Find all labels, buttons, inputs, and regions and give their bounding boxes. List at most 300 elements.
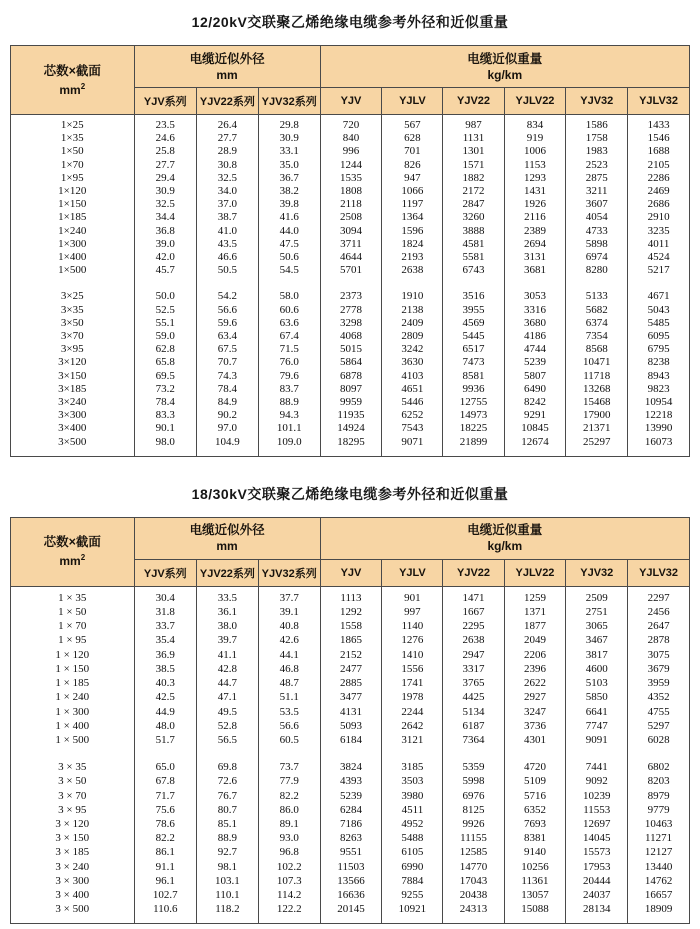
- value-cell: 50.5: [197, 264, 259, 277]
- value-cell: 4744: [504, 343, 566, 356]
- gap-cell: [382, 747, 443, 760]
- value-cell: 25.8: [134, 145, 196, 158]
- value-cell: 1431: [504, 185, 566, 198]
- gap-cell: [443, 747, 504, 760]
- cable-table-12-20kv: [10, 45, 690, 457]
- value-cell: 2409: [382, 317, 443, 330]
- value-cell: 6878: [320, 370, 382, 383]
- value-cell: 72.6: [197, 774, 259, 788]
- value-cell: 3075: [628, 648, 690, 662]
- value-cell: 13990: [628, 422, 690, 435]
- value-cell: 14770: [443, 860, 504, 874]
- spec-cell: 1 × 70: [11, 619, 135, 633]
- spec-cell: 3×120: [11, 356, 135, 369]
- value-cell: 2389: [504, 225, 566, 238]
- value-cell: 71.5: [258, 343, 320, 356]
- value-cell: 5581: [443, 251, 504, 264]
- table-row: [11, 648, 690, 662]
- value-cell: 52.5: [134, 304, 196, 317]
- value-cell: 88.9: [258, 396, 320, 409]
- value-cell: 59.6: [197, 317, 259, 330]
- value-cell: 6028: [628, 733, 690, 747]
- value-cell: 78.4: [197, 383, 259, 396]
- value-cell: 2297: [628, 586, 690, 605]
- value-cell: 93.0: [258, 831, 320, 845]
- value-cell: 6374: [566, 317, 628, 330]
- value-cell: 6252: [382, 409, 443, 422]
- value-cell: 4733: [566, 225, 628, 238]
- value-cell: 8263: [320, 831, 382, 845]
- value-cell: 12674: [504, 436, 566, 457]
- value-cell: 4720: [504, 760, 566, 774]
- value-cell: 2523: [566, 159, 628, 172]
- value-cell: 5446: [382, 396, 443, 409]
- value-cell: 12755: [443, 396, 504, 409]
- value-cell: 54.2: [197, 290, 259, 303]
- value-cell: 1667: [443, 605, 504, 619]
- value-cell: 8242: [504, 396, 566, 409]
- value-cell: 51.1: [258, 690, 320, 704]
- value-cell: 8979: [628, 789, 690, 803]
- value-cell: 1410: [382, 648, 443, 662]
- spec-cell: 1×150: [11, 198, 135, 211]
- value-cell: 3185: [382, 760, 443, 774]
- table-row: [11, 211, 690, 224]
- table-row: [11, 803, 690, 817]
- value-cell: 39.1: [258, 605, 320, 619]
- value-cell: 2847: [443, 198, 504, 211]
- value-cell: 5864: [320, 356, 382, 369]
- spec-cell: 3×25: [11, 290, 135, 303]
- col-group-weight: [320, 46, 689, 88]
- value-cell: 24313: [443, 902, 504, 924]
- value-cell: 1140: [382, 619, 443, 633]
- value-cell: 8280: [566, 264, 628, 277]
- value-cell: 9936: [443, 383, 504, 396]
- spec-cell: 3×150: [11, 370, 135, 383]
- table2-body: [11, 586, 690, 923]
- value-cell: 6974: [566, 251, 628, 264]
- table-row: [11, 831, 690, 845]
- value-cell: 18909: [628, 902, 690, 924]
- value-cell: 1131: [443, 132, 504, 145]
- value-cell: 4651: [382, 383, 443, 396]
- value-cell: 25297: [566, 436, 628, 457]
- value-cell: 701: [382, 145, 443, 158]
- value-cell: 4186: [504, 330, 566, 343]
- value-cell: 3736: [504, 719, 566, 733]
- table-row: [11, 676, 690, 690]
- value-cell: 47.5: [258, 238, 320, 251]
- value-cell: 2885: [320, 676, 382, 690]
- value-cell: 79.6: [258, 370, 320, 383]
- value-cell: 90.1: [134, 422, 196, 435]
- value-cell: 1153: [504, 159, 566, 172]
- value-cell: 2295: [443, 619, 504, 633]
- value-cell: 35.4: [134, 633, 196, 647]
- value-cell: 3298: [320, 317, 382, 330]
- value-cell: 14924: [320, 422, 382, 435]
- value-cell: 110.1: [197, 888, 259, 902]
- value-cell: 5716: [504, 789, 566, 803]
- spec-cell: 3 × 500: [11, 902, 135, 924]
- value-cell: 2373: [320, 290, 382, 303]
- gap-cell: [134, 747, 196, 760]
- value-cell: 5682: [566, 304, 628, 317]
- value-cell: 5133: [566, 290, 628, 303]
- value-cell: 7473: [443, 356, 504, 369]
- value-cell: 3467: [566, 633, 628, 647]
- value-cell: 35.0: [258, 159, 320, 172]
- value-cell: 83.3: [134, 409, 196, 422]
- value-cell: 1571: [443, 159, 504, 172]
- table-row: [11, 817, 690, 831]
- value-cell: 1259: [504, 586, 566, 605]
- value-cell: 98.0: [134, 436, 196, 457]
- value-cell: 6187: [443, 719, 504, 733]
- table-row: [11, 396, 690, 409]
- value-cell: 6490: [504, 383, 566, 396]
- value-cell: 6976: [443, 789, 504, 803]
- value-cell: 1926: [504, 198, 566, 211]
- table-row: [11, 290, 690, 303]
- value-cell: 46.6: [197, 251, 259, 264]
- spec-cell: 3×400: [11, 422, 135, 435]
- value-cell: 1983: [566, 145, 628, 158]
- value-cell: 82.2: [134, 831, 196, 845]
- value-cell: 67.8: [134, 774, 196, 788]
- value-cell: 33.7: [134, 619, 196, 633]
- value-cell: 1371: [504, 605, 566, 619]
- value-cell: 3065: [566, 619, 628, 633]
- value-cell: 38.5: [134, 662, 196, 676]
- value-cell: 996: [320, 145, 382, 158]
- spec-cell: 3 × 70: [11, 789, 135, 803]
- value-cell: 7747: [566, 719, 628, 733]
- value-cell: 10921: [382, 902, 443, 924]
- value-cell: 30.8: [197, 159, 259, 172]
- value-cell: 3824: [320, 760, 382, 774]
- value-cell: 42.8: [197, 662, 259, 676]
- value-cell: 1741: [382, 676, 443, 690]
- value-cell: 114.2: [258, 888, 320, 902]
- value-cell: 85.1: [197, 817, 259, 831]
- table-row: [11, 317, 690, 330]
- spec-cell: 3×95: [11, 343, 135, 356]
- value-cell: 96.8: [258, 845, 320, 859]
- table-row: [11, 845, 690, 859]
- value-cell: 5103: [566, 676, 628, 690]
- spec-cell: 1×300: [11, 238, 135, 251]
- value-cell: 1276: [382, 633, 443, 647]
- value-cell: 30.9: [258, 132, 320, 145]
- value-cell: 3247: [504, 705, 566, 719]
- table2-title: 18/30kV交联聚乙烯绝缘电缆参考外径和近似重量: [191, 485, 509, 502]
- value-cell: 43.5: [197, 238, 259, 251]
- table-row: [11, 343, 690, 356]
- value-cell: 12585: [443, 845, 504, 859]
- value-cell: 2638: [382, 264, 443, 277]
- table-row: [11, 860, 690, 874]
- value-cell: 2469: [628, 185, 690, 198]
- cable-table-18-30kv: [10, 517, 690, 924]
- value-cell: 4511: [382, 803, 443, 817]
- value-cell: 3094: [320, 225, 382, 238]
- gap-cell: [258, 747, 320, 760]
- value-cell: 17900: [566, 409, 628, 422]
- gap-cell: [320, 747, 382, 760]
- value-cell: 5109: [504, 774, 566, 788]
- table1-title: 12/20kV交联聚乙烯绝缘电缆参考外径和近似重量: [191, 14, 509, 30]
- value-cell: 13566: [320, 874, 382, 888]
- table1-body: [11, 115, 690, 457]
- value-cell: 2477: [320, 662, 382, 676]
- value-cell: 6184: [320, 733, 382, 747]
- value-cell: 8238: [628, 356, 690, 369]
- value-cell: 2396: [504, 662, 566, 676]
- value-cell: 5445: [443, 330, 504, 343]
- table-row: [11, 874, 690, 888]
- value-cell: 41.0: [197, 225, 259, 238]
- value-cell: 78.4: [134, 396, 196, 409]
- value-cell: 5093: [320, 719, 382, 733]
- gap-cell: [443, 277, 504, 290]
- value-cell: 44.0: [258, 225, 320, 238]
- value-cell: 6743: [443, 264, 504, 277]
- value-cell: 4755: [628, 705, 690, 719]
- value-cell: 1471: [443, 586, 504, 605]
- value-cell: 11718: [566, 370, 628, 383]
- table-row: [11, 719, 690, 733]
- value-cell: 89.1: [258, 817, 320, 831]
- value-cell: 5898: [566, 238, 628, 251]
- table-row: [11, 330, 690, 343]
- value-cell: 33.1: [258, 145, 320, 158]
- value-cell: 2152: [320, 648, 382, 662]
- gap-cell: [504, 747, 566, 760]
- value-cell: 1546: [628, 132, 690, 145]
- value-cell: 6802: [628, 760, 690, 774]
- value-cell: 34.4: [134, 211, 196, 224]
- value-cell: 9071: [382, 436, 443, 457]
- value-cell: 53.5: [258, 705, 320, 719]
- value-cell: 4393: [320, 774, 382, 788]
- value-cell: 3235: [628, 225, 690, 238]
- value-cell: 7186: [320, 817, 382, 831]
- table-row: [11, 902, 690, 924]
- value-cell: 3317: [443, 662, 504, 676]
- col-header-yjv32: YJV32: [566, 88, 628, 115]
- value-cell: 6795: [628, 343, 690, 356]
- value-cell: 33.5: [197, 586, 259, 605]
- value-cell: 32.5: [134, 198, 196, 211]
- col-header-core-section: [11, 46, 135, 115]
- value-cell: 16657: [628, 888, 690, 902]
- value-cell: 2694: [504, 238, 566, 251]
- value-cell: 10239: [566, 789, 628, 803]
- value-cell: 48.0: [134, 719, 196, 733]
- value-cell: 90.2: [197, 409, 259, 422]
- value-cell: 2286: [628, 172, 690, 185]
- value-cell: 36.8: [134, 225, 196, 238]
- value-cell: 94.3: [258, 409, 320, 422]
- value-cell: 76.0: [258, 356, 320, 369]
- value-cell: 23.5: [134, 115, 196, 133]
- table-row: [11, 159, 690, 172]
- value-cell: 96.1: [134, 874, 196, 888]
- value-cell: 7441: [566, 760, 628, 774]
- value-cell: 31.8: [134, 605, 196, 619]
- value-cell: 1197: [382, 198, 443, 211]
- value-cell: 9926: [443, 817, 504, 831]
- spec-cell: 3 × 300: [11, 874, 135, 888]
- col-header-yjv32-series: YJV32系列: [258, 88, 320, 115]
- od-group-label: 电缆近似外径: [189, 523, 265, 538]
- spec-cell: 3 × 50: [11, 774, 135, 788]
- table-row: [11, 370, 690, 383]
- value-cell: 28.9: [197, 145, 259, 158]
- col-header-yjv22: YJV22: [443, 559, 504, 586]
- value-cell: 39.8: [258, 198, 320, 211]
- value-cell: 3121: [382, 733, 443, 747]
- value-cell: 69.5: [134, 370, 196, 383]
- value-cell: 15573: [566, 845, 628, 859]
- value-cell: 92.7: [197, 845, 259, 859]
- value-cell: 2244: [382, 705, 443, 719]
- value-cell: 88.9: [197, 831, 259, 845]
- value-cell: 50.6: [258, 251, 320, 264]
- value-cell: 1910: [382, 290, 443, 303]
- value-cell: 69.8: [197, 760, 259, 774]
- value-cell: 1882: [443, 172, 504, 185]
- col-header-yjlv22: YJLV22: [504, 559, 566, 586]
- value-cell: 6517: [443, 343, 504, 356]
- value-cell: 26.4: [197, 115, 259, 133]
- value-cell: 2947: [443, 648, 504, 662]
- value-cell: 3477: [320, 690, 382, 704]
- value-cell: 1556: [382, 662, 443, 676]
- weight-group-unit: kg/km: [487, 67, 523, 82]
- table-row: [11, 619, 690, 633]
- value-cell: 6284: [320, 803, 382, 817]
- col-header-yjv22-series: YJV22系列: [197, 88, 259, 115]
- gap-cell: [11, 277, 135, 290]
- value-cell: 77.9: [258, 774, 320, 788]
- value-cell: 901: [382, 586, 443, 605]
- value-cell: 7693: [504, 817, 566, 831]
- value-cell: 83.7: [258, 383, 320, 396]
- core-section-label: 芯数×截面: [43, 535, 101, 550]
- value-cell: 102.2: [258, 860, 320, 874]
- col-header-yjlv22: YJLV22: [504, 88, 566, 115]
- value-cell: 13440: [628, 860, 690, 874]
- value-cell: 110.6: [134, 902, 196, 924]
- value-cell: 20444: [566, 874, 628, 888]
- group-header-row: [11, 517, 690, 559]
- gap-cell: [320, 277, 382, 290]
- value-cell: 52.8: [197, 719, 259, 733]
- value-cell: 4644: [320, 251, 382, 264]
- spec-cell: 3×50: [11, 317, 135, 330]
- spec-cell: 3 × 95: [11, 803, 135, 817]
- table-row: [11, 409, 690, 422]
- value-cell: 5297: [628, 719, 690, 733]
- value-cell: 826: [382, 159, 443, 172]
- value-cell: 27.7: [197, 132, 259, 145]
- value-cell: 4524: [628, 251, 690, 264]
- value-cell: 91.1: [134, 860, 196, 874]
- value-cell: 29.4: [134, 172, 196, 185]
- value-cell: 997: [382, 605, 443, 619]
- value-cell: 5485: [628, 317, 690, 330]
- value-cell: 12127: [628, 845, 690, 859]
- value-cell: 8581: [443, 370, 504, 383]
- value-cell: 20438: [443, 888, 504, 902]
- value-cell: 1292: [320, 605, 382, 619]
- value-cell: 2638: [443, 633, 504, 647]
- col-header-yjlv32: YJLV32: [628, 88, 690, 115]
- spec-cell: 3 × 185: [11, 845, 135, 859]
- value-cell: 62.8: [134, 343, 196, 356]
- weight-group-unit: kg/km: [487, 539, 523, 554]
- value-cell: 39.0: [134, 238, 196, 251]
- value-cell: 47.1: [197, 690, 259, 704]
- value-cell: 28134: [566, 902, 628, 924]
- group-separator-row: [11, 277, 690, 290]
- value-cell: 2118: [320, 198, 382, 211]
- od-group-label: 电缆近似外径: [189, 51, 265, 66]
- value-cell: 3955: [443, 304, 504, 317]
- value-cell: 21899: [443, 436, 504, 457]
- value-cell: 1066: [382, 185, 443, 198]
- value-cell: 2878: [628, 633, 690, 647]
- value-cell: 9140: [504, 845, 566, 859]
- value-cell: 1301: [443, 145, 504, 158]
- spec-cell: 1 × 400: [11, 719, 135, 733]
- value-cell: 6641: [566, 705, 628, 719]
- value-cell: 58.0: [258, 290, 320, 303]
- value-cell: 3959: [628, 676, 690, 690]
- table-row: [11, 225, 690, 238]
- spec-cell: 1 × 35: [11, 586, 135, 605]
- spec-cell: 1×185: [11, 211, 135, 224]
- value-cell: 834: [504, 115, 566, 133]
- value-cell: 11271: [628, 831, 690, 845]
- value-cell: 2809: [382, 330, 443, 343]
- value-cell: 3679: [628, 662, 690, 676]
- value-cell: 70.7: [197, 356, 259, 369]
- value-cell: 5217: [628, 264, 690, 277]
- table-row: [11, 264, 690, 277]
- col-header-yjv-series: YJV系列: [134, 559, 196, 586]
- value-cell: 3888: [443, 225, 504, 238]
- spec-cell: 1×240: [11, 225, 135, 238]
- value-cell: 7354: [566, 330, 628, 343]
- value-cell: 56.5: [197, 733, 259, 747]
- value-cell: 5850: [566, 690, 628, 704]
- value-cell: 3053: [504, 290, 566, 303]
- value-cell: 1877: [504, 619, 566, 633]
- value-cell: 109.0: [258, 436, 320, 457]
- value-cell: 38.7: [197, 211, 259, 224]
- table-row: [11, 185, 690, 198]
- table-row: [11, 132, 690, 145]
- value-cell: 2206: [504, 648, 566, 662]
- value-cell: 720: [320, 115, 382, 133]
- gap-cell: [628, 277, 690, 290]
- gap-cell: [258, 277, 320, 290]
- value-cell: 1586: [566, 115, 628, 133]
